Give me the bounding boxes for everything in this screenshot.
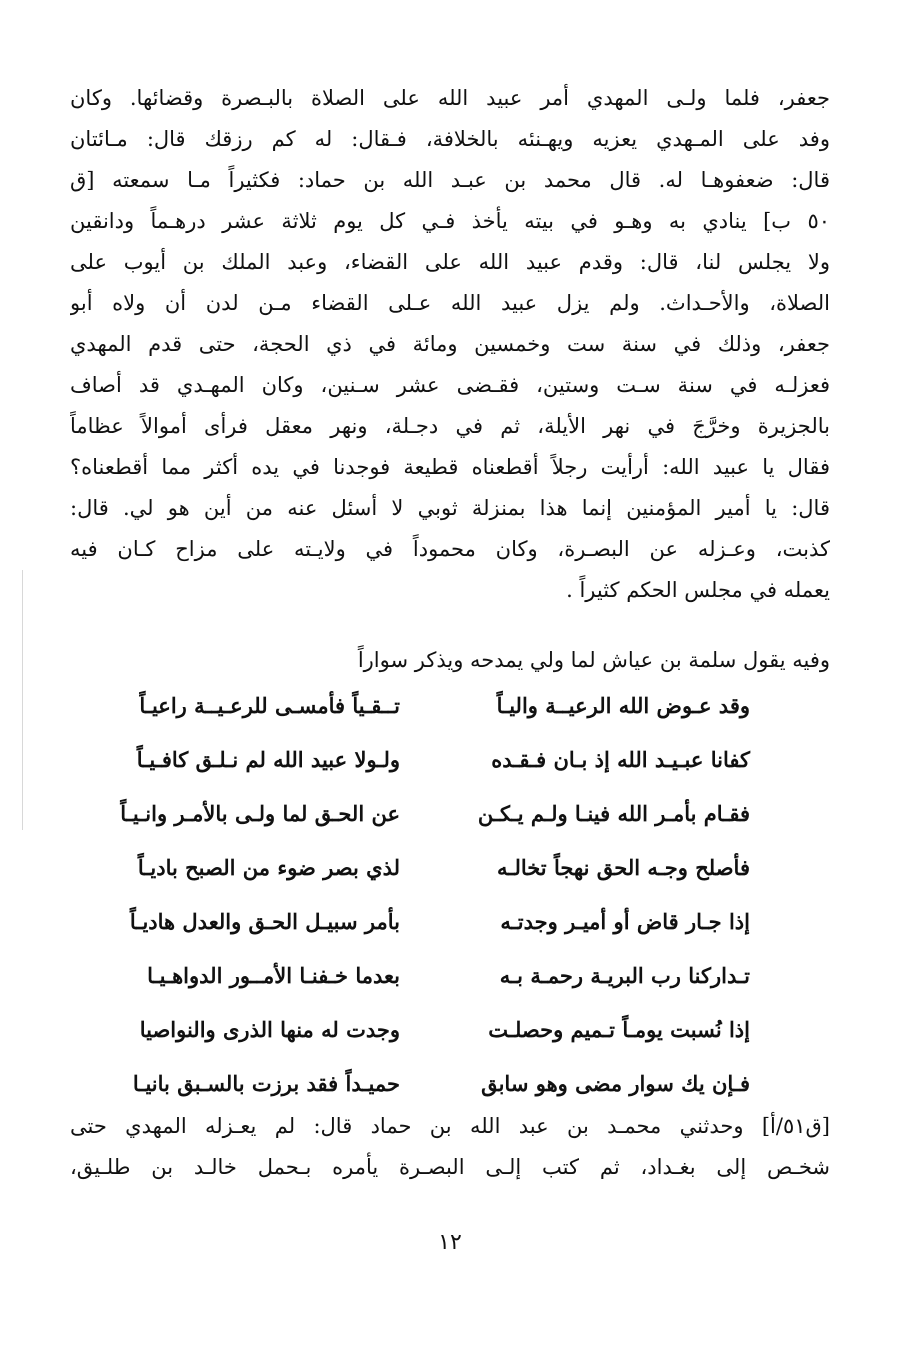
verse-first-hemistich: فـإن يك سوار مضى وهو سابق bbox=[481, 1071, 750, 1096]
verse-second-hemistich: وجدت له منها الذرى والنواصيا bbox=[139, 1017, 400, 1042]
paragraph-1 bbox=[70, 78, 830, 611]
text-line: بالجزيرة وخرَّجَ في نهر الأيلة، ثم في دجـلة، ونهر معقل فرأى أموالاً عظاماً bbox=[70, 414, 830, 438]
poem-verse bbox=[100, 848, 750, 902]
verse-first-hemistich: كفانا عبـيـد الله إذ بـان فـقـده bbox=[491, 747, 750, 772]
text-line: وفد على المـهدي يعزيه ويهـنئه بالخلافة، فـقال: له كم رزقك قال: مـائتان bbox=[70, 127, 830, 151]
poem-verse bbox=[100, 740, 750, 794]
verse-second-hemistich: بعدما خـفنـا الأمــور الدواهـيـا bbox=[147, 963, 400, 988]
text-line: شخـص إلى بغـداد، ثم كتب إلـى البصـرة يأمره بـحمل خالـد بن طلـيق، bbox=[70, 1155, 830, 1179]
verse-second-hemistich: بأمر سبيـل الحـق والعدل هاديـاً bbox=[129, 909, 400, 934]
verse-first-hemistich: فأصلح وجـه الحق نهجاً تخالـه bbox=[497, 855, 750, 880]
scan-edge-line bbox=[22, 570, 23, 830]
page-number: ١٢ bbox=[438, 1230, 462, 1255]
text-line: [ق٥١/أ] وحدثني محمـد بن عبد الله بن حماد قال: لم يعـزله المهدي حتى bbox=[70, 1114, 830, 1138]
verse-first-hemistich: إذا جـار قاض أو أميـر وجدتـه bbox=[500, 909, 750, 934]
poem-intro: وفيه يقول سلمة بن عياش لما ولي يمدحه ويذكر سواراً bbox=[357, 648, 830, 672]
poem-verse bbox=[100, 1010, 750, 1064]
verse-first-hemistich: إذا نُسبت يومـاً تـميم وحصلـت bbox=[488, 1017, 750, 1042]
text-line: فعزلـه في سنة سـت وستين، فقـضى عشر سـنين، وكان المهـدي قد أصاف bbox=[70, 373, 830, 397]
text-line: فقال يا عبيد الله: أرأيت رجلاً أقطعناه قطيعة فوجدنا في يده أكثر مما أقطعناه؟ bbox=[70, 455, 830, 479]
text-line: قال: ضعفوهـا له. قال محمد بن عبـد الله بن حماد: فكثيراً مـا سمعته [ق bbox=[70, 168, 830, 192]
poem bbox=[100, 686, 750, 1118]
verse-second-hemistich: حميـداً فقد برزت بالسـبق بانيـا bbox=[132, 1071, 400, 1096]
verse-second-hemistich: تــقـياً فأمسـى للرعـيــة راعيـاً bbox=[139, 693, 400, 718]
paragraph-2 bbox=[70, 1106, 830, 1188]
verse-first-hemistich: فقـام بأمـر الله فينـا ولـم يـكـن bbox=[477, 801, 750, 826]
text-line: ولا يجلس لنا، قال: وقدم عبيد الله على القضاء، وعبد الملك بن أيوب على bbox=[70, 250, 830, 274]
verse-second-hemistich: لذي بصر ضوء من الصبح باديـاً bbox=[137, 855, 400, 880]
verse-second-hemistich: عن الحـق لما ولـى بالأمـر وانـيـاً bbox=[120, 801, 400, 826]
text-line: يعمله في مجلس الحكم كثيراً . bbox=[566, 578, 830, 602]
verse-first-hemistich: تـداركنا رب البريـة رحمـة بـه bbox=[499, 963, 750, 988]
text-line: الصلاة، والأحـداث. ولم يزل عبيد الله عـلى القضاء مـن لدن أن ولاه أبو bbox=[70, 291, 830, 315]
poem-verse bbox=[100, 902, 750, 956]
text-line: ٥٠ ب] ينادي به وهـو في بيته يأخذ فـي كل يوم ثلاثة عشر درهـماً ودانقين bbox=[70, 209, 830, 233]
text-line: قال: يا أمير المؤمنين إنما هذا بمنزلة ثوبي لا أسئل عنه من أين هو لي. قال: bbox=[70, 496, 830, 520]
text-line: جعفر، وذلك في سنة ست وخمسين ومائة في ذي الحجة، حتى قدم المهدي bbox=[70, 332, 830, 356]
text-line: كذبت، وعـزله عن البصـرة، وكان محموداً في ولايـته على مزاح كـان فيه bbox=[70, 537, 830, 561]
verse-first-hemistich: وقد عـوض الله الرعيــة واليـاً bbox=[496, 693, 750, 718]
poem-verse bbox=[100, 794, 750, 848]
poem-verse bbox=[100, 686, 750, 740]
verse-second-hemistich: ولـولا عبيد الله لم نـلـق كافـيـاً bbox=[136, 747, 400, 772]
poem-verse bbox=[100, 956, 750, 1010]
text-line: جعفر، فلما ولـى المهدي أمر عبيد الله على الصلاة بالبـصرة وقضائها. وكان bbox=[70, 86, 830, 110]
